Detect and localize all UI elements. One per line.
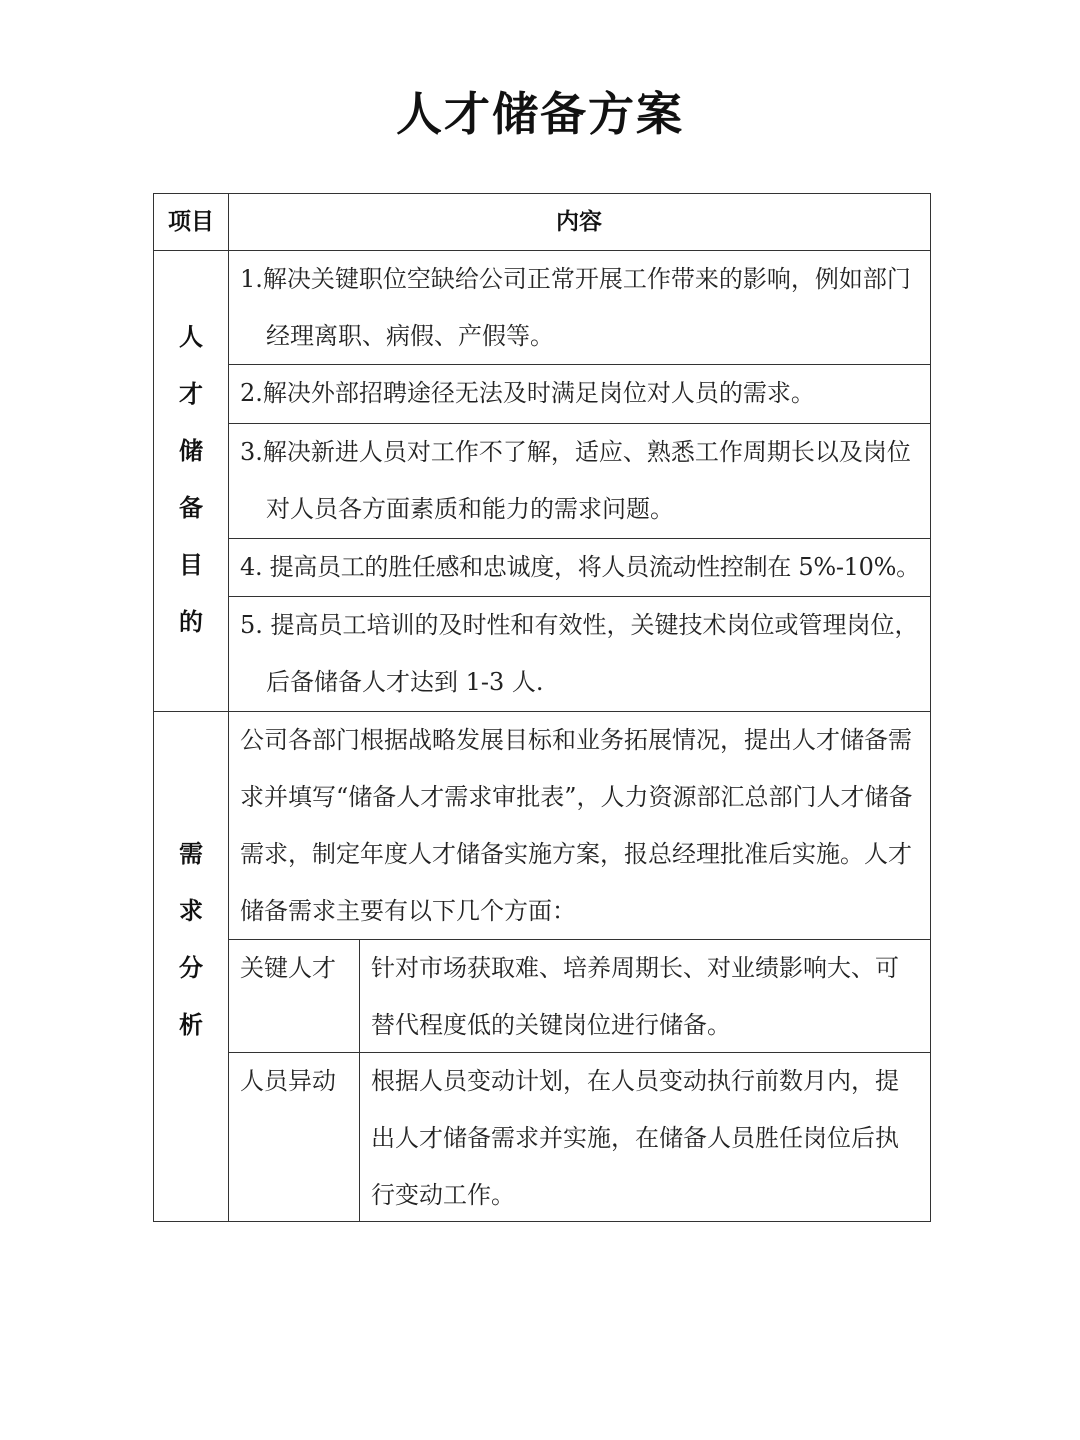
demand-key: 人员异动	[240, 1067, 336, 1095]
purpose-item: 2.解决外部招聘途径无法及时满足岗位对人员的需求。	[240, 379, 815, 407]
purpose-item: 5. 提高员工培训的及时性和有效性，关键技术岗位或管理岗位，后备储备人才达到 1-3 人.	[240, 611, 919, 696]
section-label-demand: 需 求 分 析	[179, 840, 203, 1039]
demand-value: 针对市场获取难、培养周期长、对业绩影响大、可替代程度低的关键岗位进行储备。	[371, 954, 899, 1039]
demand-key: 关键人才	[240, 954, 336, 982]
subtable-divider	[359, 939, 360, 1221]
col-divider	[228, 194, 229, 1221]
purpose-item: 4. 提高员工的胜任感和忠诚度，将人员流动性控制在 5%-10%。	[240, 553, 920, 581]
plan-table	[153, 193, 931, 1222]
purpose-item: 1.解决关键职位空缺给公司正常开展工作带来的影响，例如部门经理离职、病假、产假等。	[240, 265, 911, 350]
demand-value: 根据人员变动计划，在人员变动执行前数月内，提出人才储备需求并实施，在储备人员胜任岗位后执行变动工作。	[371, 1067, 899, 1209]
section-label-purpose: 人 才 储 备 目 的	[179, 323, 203, 636]
demand-intro: 公司各部门根据战略发展目标和业务拓展情况，提出人才储备需求并填写“储备人才需求审批表”，人力资源部汇总部门人才储备需求，制定年度人才储备实施方案，报总经理批准后实施。人才储备需求主要有以下几个方面：	[240, 726, 913, 925]
purpose-item: 3.解决新进人员对工作不了解，适应、熟悉工作周期长以及岗位对人员各方面素质和能力的需求问题。	[240, 438, 911, 523]
header-item: 项目	[168, 209, 214, 235]
header-content: 内容	[556, 209, 602, 235]
page-title: 人才储备方案	[396, 87, 684, 141]
